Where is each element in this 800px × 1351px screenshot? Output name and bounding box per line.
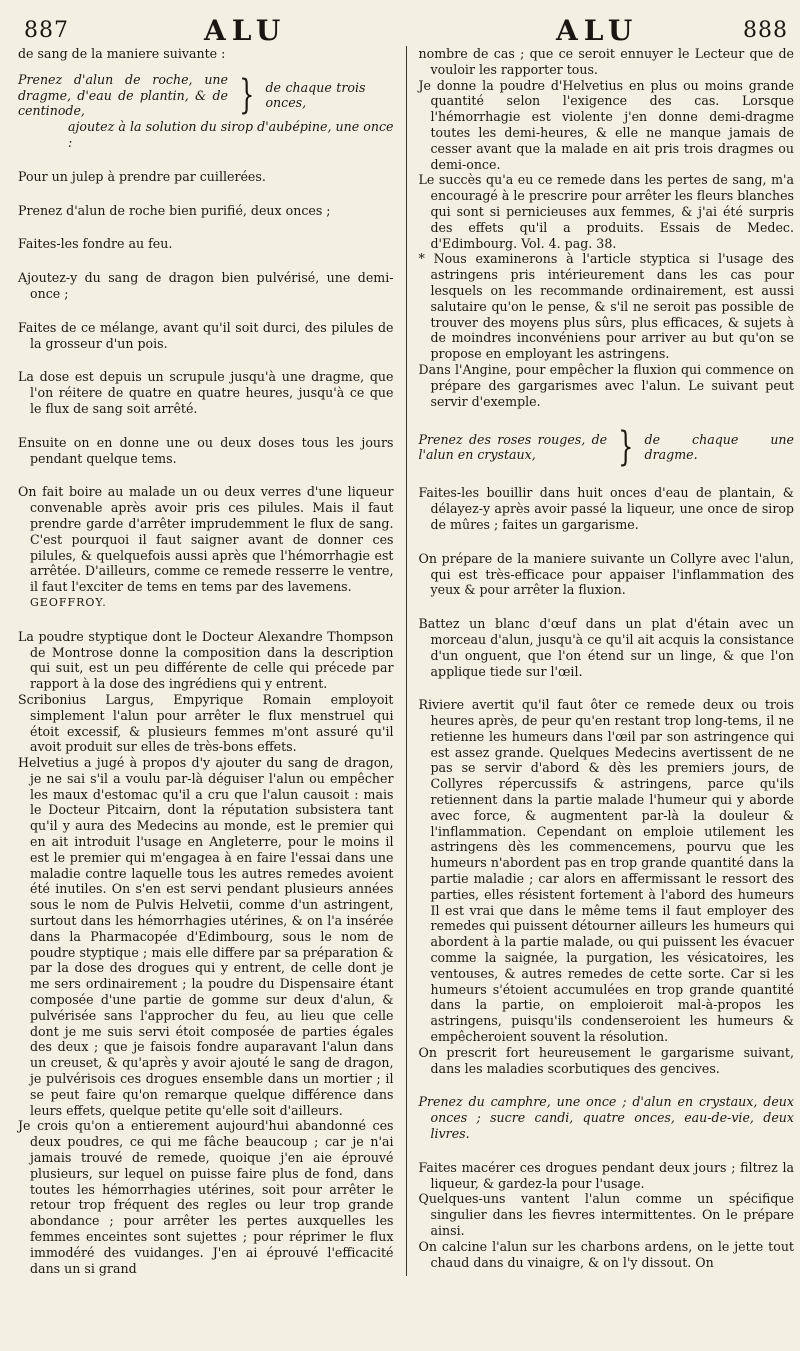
- paragraph: Riviere avertit qu'il faut ôter ce remede deux ou trois heures après, de peur qu'en restant trop long-tems, il ne retienne les humeurs dans l'œil par son astringence qui est assez grande. Quelques Medecins avertissent de ne pas se servir d'abord & dès les premiers jours, de Collyres répercussifs & astringens, parce qu'ils retiennent dans la partie malade l'humeur qui y aborde avec force, & augmentent par-là la douleur & l'inflammation. Cependant on emploie utilement les astringens dès les commencemens, pourvu que les humeurs n'abordent pas en trop grande quantité dans la partie maladie ; car alors en affermissant le ressort des parties, elles résistent fortement à l'abord des humeurs Il est vrai que dans le même tems il faut employer des remedes qui puissent détourner ailleurs les humeurs qui abordent à la partie malade, ou qui puissent les évacuer comme la saignée, la purgation, les vésicatoires, les ventouses, & autres remedes de cette sorte. Car si les humeurs s'étoient accumulées en trop grande quantité dans la partie, on emploieroit mal-à-propos les astringens, puisqu'ils condenseroient les humeurs & empêcheroient souvent la résolution.: [418, 697, 794, 1045]
- paragraph: Faites-les fondre au feu.: [18, 236, 173, 252]
- brace-glyph: }: [618, 424, 634, 471]
- paragraph: Battez un blanc d'œuf dans un plat d'étain avec un morceau d'alun, jusqu'à ce qu'il ait acquis la consistance d'un onguent, que l'on étend sur un linge, & que l'on applique tiede sur l'œil.: [418, 616, 794, 679]
- paragraph: Le succès qu'a eu ce remede dans les pertes de sang, m'a encouragé à le prescrire pour arrêter les fleurs blanches qui sont si pernicieuses aux femmes, & j'ai été surpris des effets qu'il a produits. Essais de Medec. d'Edimbourg. Vol. 4. pag. 38.: [418, 172, 794, 251]
- paragraph: On prescrit fort heureusement le gargarisme suivant, dans les maladies scorbutiques des gencives.: [418, 1044, 794, 1076]
- left-column: [18, 46, 406, 1276]
- paragraph: Je donne la poudre d'Helvetius en plus ou moins grande quantité selon l'exigence des cas. Lorsque l'hémorrhagie est violente j'en donne demi-dragme toutes les demi-heures, & elle ne manque jamais de cesser avant que la malade en ait pris trois dragmes ou demi-once.: [418, 77, 794, 172]
- recipe-ingredients: Prenez des roses rouges, de l'alun en crystaux,: [418, 431, 608, 463]
- paragraph: On prépare de la maniere suivante un Collyre avec l'alun, qui est très-efficace pour appaiser l'inflammation des yeux & pour arrêter la fluxion.: [418, 550, 794, 598]
- recipe-quantity: de chaque trois onces,: [265, 79, 366, 111]
- paragraph: On calcine l'alun sur les charbons ardens, on le jette tout chaud dans du vinaigre, & on l'y dissout. On: [418, 1238, 794, 1270]
- recipe-block: [18, 72, 394, 119]
- paragraph: La poudre styptique dont le Docteur Alexandre Thompson de Montrose donne la composition dans la description qui suit, est un peu différente de celle qui précede par rapport à la dose des ingrédiens qui y entrent.: [18, 628, 394, 692]
- recipe-block: Prenez du camphre, une once ; d'alun en crystaux, deux onces ; sucre candi, quatre onces, eau-de-vie, deux livres.: [418, 1094, 794, 1142]
- brace-glyph: }: [239, 72, 255, 119]
- paragraph: Dans l'Angine, pour empêcher la fluxion qui commence on prépare des gargarismes avec l'alun. Le suivant peut servir d'exemple.: [418, 361, 794, 409]
- recipe-block: [418, 424, 795, 471]
- paragraph: Faites de ce mélange, avant qu'il soit durci, des pilules de la grosseur d'un pois.: [18, 319, 394, 351]
- running-head-left: ALU: [204, 14, 287, 47]
- paragraph: Je crois qu'on a entierement aujourd'hui abandonné ces deux poudres, ce qui me fâche beaucoup ; car je n'ai jamais trouvé de remede, quoique j'en aie éprouvé plusieurs, sur lequel on puisse faire plus de fond, dans toutes les hémorrhagies utérines, soit pour arrêter le retour trop fréquent des regles ou leur trop grande abondance ; pour arrêter les pertes auxquelles les femmes enceintes sont sujettes ; pour réprimer le flux immodéré des vuidanges. J'en ai éprouvé l'efficacité dans un si grand: [18, 1118, 394, 1276]
- footnote: * Nous examinerons à l'article styptica si l'usage des astringens pris intérieurement dans les cas pour lesquels on les recommande ordinairement, est aussi salutaire qu'on le pense, & s'il ne seroit pas possible de trouver des moyens plus sûrs, plus efficaces, & sujets à de moindres inconvéniens pour arriver au but qu'on se propose en employant les astringens.: [418, 251, 794, 362]
- paragraph: Helvetius a jugé à propos d'y ajouter du sang de dragon, je ne sai s'il a voulu par-là déguiser l'alun ou empêcher les maux d'estomac qu'il a cru que l'alun causoit : mais le Docteur Pitcairn, dont la réputation subsistera tant qu'il y aura des Medecins au monde, est le premier qui en ait introduit l'usage en Angleterre, pour le moins il est le premier qui m'engagea à en faire l'essai dans une maladie contre laquelle tous les autres remedes avoient été inutiles. On s'en est servi pendant plusieurs années sous le nom de Pulvis Helvetii, comme d'un astringent, surtout dans les hémorrhagies utérines, & on l'a insérée dans la Pharmacopée d'Edimbourg, sous le nom de poudre styptique ; mais elle differe par sa préparation & par la dose des drogues qui y entrent, de celle dont je me sers ordinairement ; la poudre du Dispensaire étant composée d'une partie de gomme sur deux d'alun, & pulvérisée sans l'approcher du feu, au lieu que celle dont je me suis servi étoit composée de parties égales des deux ; que je faisois fondre auparavant l'alun dans un creuset, & qu'après y avoir ajouté le sang de dragon, je pulvérisois ces drogues ensemble dans un mortier ; il se peut faire qu'on remarque quelque différence dans leurs effets, quelque petite qu'elle soit d'ailleurs.: [18, 755, 394, 1118]
- recipe-addition: ajoutez à la solution du sirop d'aubépine, une once :: [68, 119, 394, 150]
- paragraph: On fait boire au malade un ou deux verres d'une liqueur convenable après avoir pris ces pilules. Mais il faut prendre garde d'arrêter imprudemment le flux de sang. C'est pourquoi il faut saigner avant de donner ces pilules, & quelquefois aussi après que l'hémorrhagie est arrêtée. D'ailleurs, comme ce remede resserre le ventre, il faut l'exciter de tems en tems par des lavemens.: [18, 484, 394, 595]
- page-number-left: 887: [24, 18, 69, 43]
- recipe-quantity: de chaque une dragme.: [644, 431, 794, 463]
- paragraph: Ajoutez-y du sang de dragon bien pulvérisé, une demi-once ;: [18, 270, 394, 301]
- paragraph: Quelques-uns vantent l'alun comme un spécifique singulier dans les fievres intermittentes. On le prépare ainsi.: [418, 1191, 794, 1238]
- recipe-ingredients: Prenez d'alun de roche, une dragme, d'eau de plantin, & de centinode,: [18, 71, 228, 119]
- two-column-text: [18, 46, 794, 1276]
- paragraph: de sang de la maniere suivante :: [18, 46, 226, 61]
- paragraph: Ensuite on en donne une ou deux doses tous les jours pendant quelque tems.: [18, 434, 394, 466]
- page-number-right: 888: [743, 18, 788, 43]
- right-column: [406, 46, 795, 1276]
- running-head-right: ALU: [556, 14, 639, 47]
- paragraph: Faites macérer ces drogues pendant deux jours ; filtrez la liqueur, & gardez-la pour l'usage.: [418, 1159, 794, 1191]
- paragraph: La dose est depuis un scrupule jusqu'à une dragme, que l'on réitere de quatre en quatre heures, jusqu'à ce que le flux de sang soit arrêté.: [18, 369, 394, 416]
- paragraph: nombre de cas ; que ce seroit ennuyer le Lecteur que de vouloir les rapporter tous.: [418, 46, 794, 77]
- paragraph: Pour un julep à prendre par cuillerées.: [18, 168, 266, 184]
- paragraph: Prenez d'alun de roche bien purifié, deux onces ;: [18, 202, 331, 218]
- paragraph: Faites-les bouillir dans huit onces d'eau de plantain, & délayez-y après avoir passé la liqueur, une once de sirop de mûres ; faites un gargarisme.: [418, 485, 794, 532]
- author-signature: GEOFFROY.: [30, 595, 107, 609]
- paragraph: Scribonius Largus, Empyrique Romain employoit simplement l'alun pour arrêter le flux menstruel qui étoit excessif, & plusieurs femmes m'ont assuré qu'il avoit produit sur elles de très-bons effets.: [18, 691, 394, 755]
